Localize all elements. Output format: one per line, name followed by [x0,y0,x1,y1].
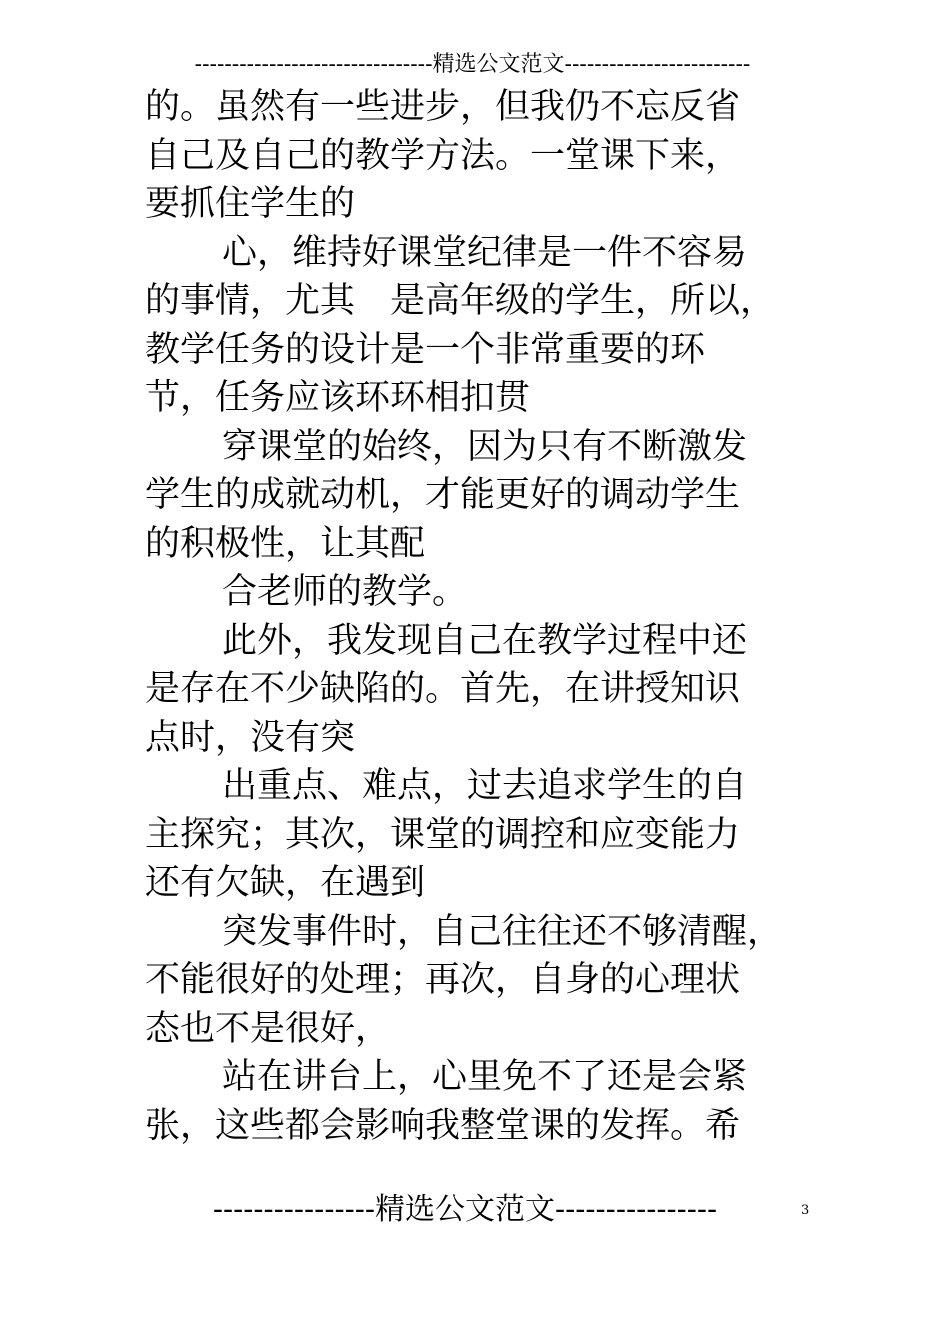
text-line: 的积极性，让其配 [145,523,426,564]
text-line: 是存在不少缺陷的。首先，在讲授知识 [145,669,741,709]
text-line: 学生的成就动机，才能更好的调动学生 [145,475,741,515]
page-number: 3 [801,1203,810,1218]
text-line: 态也不是很好， [145,1008,391,1049]
text-line: 自己及自己的教学方法。一堂课下来， [145,135,741,176]
text-line: 要抓住学生的 [145,184,356,224]
text-line: 的。虽然有一些进步，但我仍不忘反省 [145,87,741,127]
text-line: 的事情，尤其 是高年级的学生，所以， [145,281,776,321]
text-line: 心，维持好课堂纪律是一件不容易 [222,232,748,273]
text-line: 还有欠缺，在遇到 [145,863,426,903]
page-footer: ----------------精选公文范文---------------- [212,1192,718,1227]
text-line: 合老师的教学。 [222,572,468,612]
text-line: 不能很好的处理；再次，自身的心理状 [145,960,741,1000]
text-line: 教学任务的设计是一个非常重要的环 [145,329,706,370]
text-line: 点时，没有突 [145,717,356,758]
text-line: 张，这些都会影响我整堂课的发挥。希 [145,1105,741,1146]
page-header: --------------------------------精选公文范文------------------------- [194,52,751,77]
text-line: 此外，我发现自己在教学过程中还 [222,620,748,661]
text-line: 节，任务应该环环相扣贯 [145,378,531,418]
text-line: 站在讲台上，心里免不了还是会紧 [222,1057,748,1097]
text-line: 出重点、难点，过去追求学生的自 [222,766,748,806]
text-line: 主探究；其次，课堂的调控和应变能力 [145,814,741,855]
text-line: 突发事件时，自己往往还不够清醒， [222,911,783,952]
text-line: 穿课堂的始终，因为只有不断激发 [222,426,748,467]
document-body [145,83,815,1150]
